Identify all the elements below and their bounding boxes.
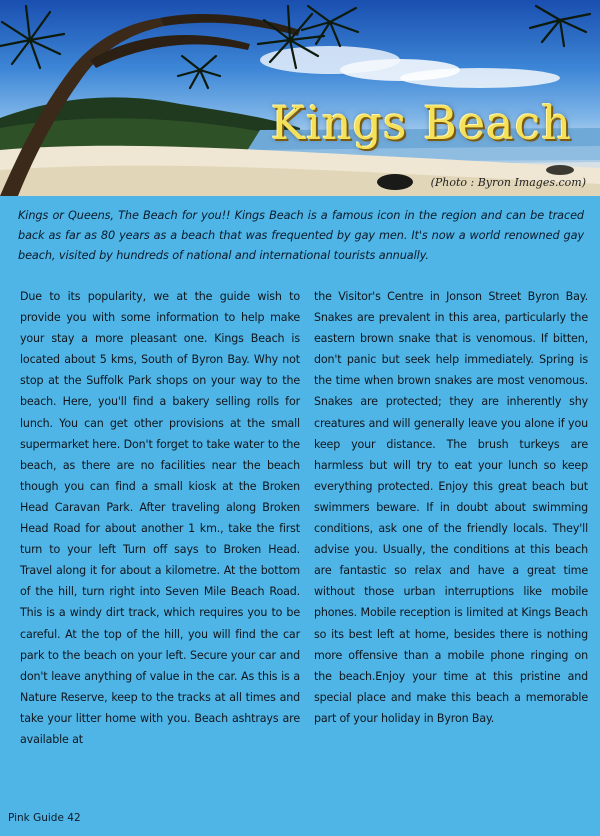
photo-credit: (Photo : Byron Images.com) <box>430 176 586 189</box>
page-title: Kings Beach <box>270 96 572 150</box>
article-column-right: the Visitor's Centre in Jonson Street Byron Bay. Snakes are prevalent in this area, particularly the eastern brown snake that is venomous. If bitten, don't panic but seek help immediately. Spring is the time when brown snakes are most venomous. Snakes are protected; they are inherently shy creatures and will generally leave you alone if you keep your distance. The brush turkeys are harmless but will try to eat your lunch so keep everything protected. Enjoy this great beach but swimmers beware. If in doubt about swimming conditions, ask one of the friendly locals. They'll advise you. Usually, the conditions at this beach are fantastic so relax and have a great time without those urban interruptions like mobile phones. Mobile reception is limited at Kings Beach so its best left at home, besides there is nothing more offensive than a mobile phone ringing on the beach.Enjoy your time at this pristine and special place and make this beach a memorable part of your holiday in Byron Bay. <box>314 290 588 725</box>
page-footer: Pink Guide 42 <box>8 812 81 824</box>
article-column-left: Due to its popularity, we at the guide wish to provide you with some information to help make your stay a more pleasant one. Kings Beach is located about 5 kms, South of Byron Bay. Why not stop at the Suffolk Park shops on your way to the beach. Here, you'll find a bakery selling rolls for lunch. You can get other provisions at the small supermarket here. Don't forget to take water to the beach, as there are no facilities near the beach though you can find a small kiosk at the Broken Head Caravan Park. After traveling along Broken Head Road for about another 1 km., take the first turn to your left Turn off says to Broken Head. Travel along it for about a kilometre. At the bottom of the hill, turn right into Seven Mile Beach Road. This is a windy dirt track, which requires you to be careful. At the top of the hill, you will find the car park to the beach on your left. Secure your car and don't leave anything of value in the car. As this is a Nature Reserve, keep to the tracks at all times and take your litter home with you. Beach ashtrays are available at <box>20 290 300 746</box>
hero-photo <box>0 0 600 196</box>
intro-paragraph: Kings or Queens, The Beach for you!! Kings Beach is a famous icon in the region and can be traced back as far as 80 years as a beach that was frequented by gay men. It's now a world renowned gay beach, visited by hundreds of national and international tourists annually. <box>18 209 584 262</box>
